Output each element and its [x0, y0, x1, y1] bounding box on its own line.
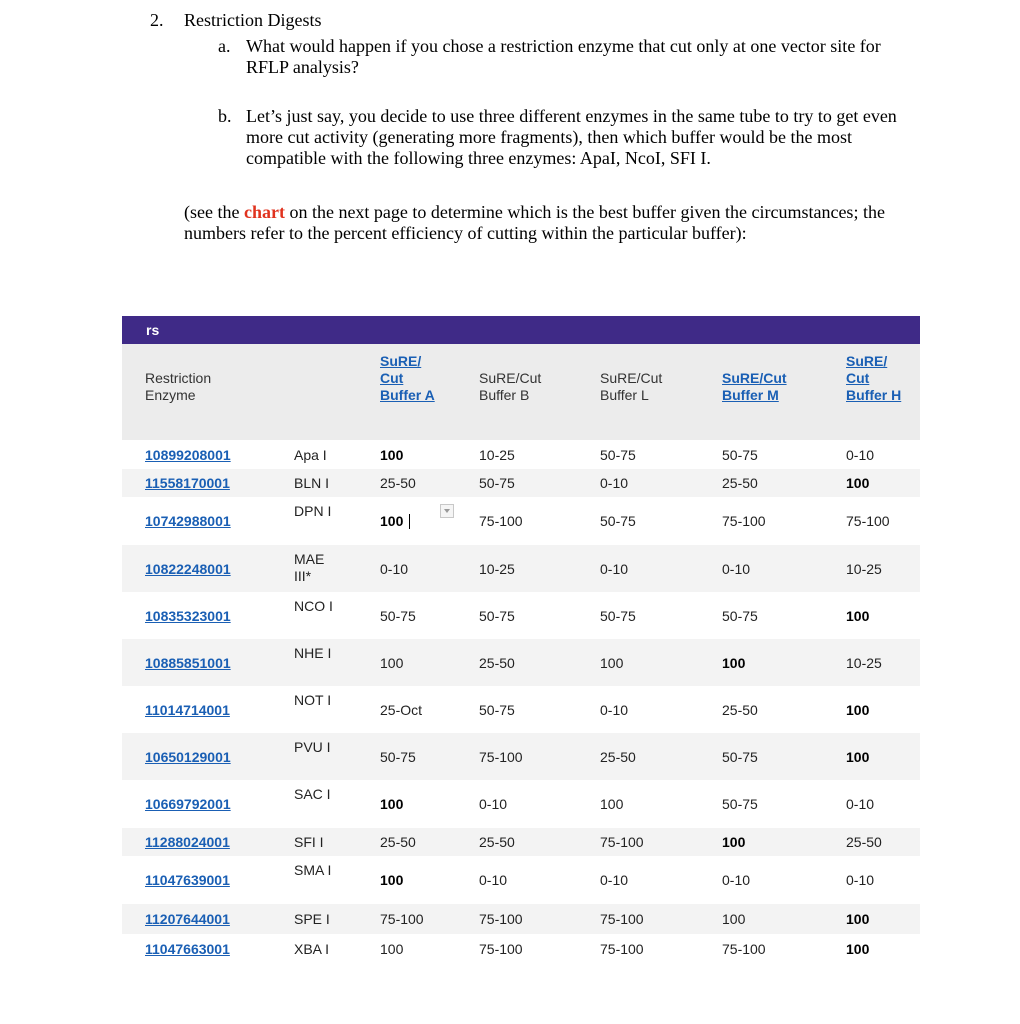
table-row	[122, 934, 920, 964]
note-before: (see the	[184, 202, 244, 222]
part-a-text: What would happen if you chose a restriction enzyme that cut only at one vector site for RFLP analysis?	[246, 36, 881, 77]
question-number: 2.	[150, 10, 164, 30]
buffer-l-value: 50-75	[600, 447, 636, 463]
enzyme-name: MAE III*	[294, 551, 325, 584]
catalog-number-link[interactable]: 10742988001	[145, 513, 231, 529]
enzyme-name: PVU I	[294, 739, 331, 755]
buffer-h-value: 100	[846, 702, 870, 718]
table-row	[122, 440, 920, 470]
buffer-a-value: 100	[380, 872, 404, 888]
note-after: on the next page to determine which is the best buffer given the circumstances; the numbers refer to the percent efficiency of cutting within the particular buffer):	[184, 202, 885, 243]
buffer-b-value: 10-25	[479, 561, 515, 577]
catalog-number-link[interactable]: 11207644001	[145, 911, 230, 927]
buffer-h-value: 0-10	[846, 872, 875, 888]
buffer-m-value: 75-100	[722, 513, 766, 529]
buffer-h-value: 0-10	[846, 796, 875, 812]
buffer-b-value: 0-10	[479, 796, 508, 812]
buffer-m-value: 0-10	[722, 561, 751, 577]
header-buffer-l: SuRE/Cut Buffer L	[600, 370, 663, 403]
buffer-l-value: 100	[600, 655, 624, 671]
enzyme-name: Apa I	[294, 447, 327, 463]
catalog-number-link[interactable]: 10822248001	[145, 561, 231, 577]
buffer-m-value: 100	[722, 834, 746, 850]
buffer-b-value: 75-100	[479, 911, 523, 927]
buffer-b-value: 25-50	[479, 655, 515, 671]
enzyme-name: SFI I	[294, 834, 324, 850]
buffer-l-value: 75-100	[600, 941, 644, 957]
buffer-h-value: 75-100	[846, 513, 890, 529]
question-title: Restriction Digests	[184, 10, 322, 30]
buffer-m-value: 75-100	[722, 941, 766, 957]
buffer-a-value: 100	[380, 447, 404, 463]
table-row	[122, 733, 920, 781]
buffer-m-value: 100	[722, 655, 746, 671]
table-row	[122, 497, 920, 546]
buffer-b-value: 10-25	[479, 447, 515, 463]
buffer-h-value: 0-10	[846, 447, 875, 463]
buffer-h-value: 100	[846, 749, 870, 765]
buffer-b-value: 50-75	[479, 475, 515, 491]
buffer-l-value: 0-10	[600, 475, 629, 491]
enzyme-name: XBA I	[294, 941, 330, 957]
header-buffer-a[interactable]: SuRE/ Cut Buffer A	[380, 353, 435, 403]
buffer-l-value: 50-75	[600, 608, 636, 624]
buffer-a-value: 100	[380, 941, 404, 957]
table-row	[122, 639, 920, 687]
enzyme-name: NOT I	[294, 692, 332, 708]
chevron-down-icon[interactable]	[440, 504, 454, 518]
catalog-number-link[interactable]: 10885851001	[145, 655, 231, 671]
table-row	[122, 828, 920, 857]
buffer-a-value: 75-100	[380, 911, 424, 927]
catalog-number-link[interactable]: 11288024001	[145, 834, 230, 850]
buffer-b-value: 50-75	[479, 608, 515, 624]
buffer-h-value: 100	[846, 911, 870, 927]
enzyme-name: SAC I	[294, 786, 331, 802]
chart-note	[184, 202, 934, 244]
buffer-m-value: 50-75	[722, 749, 758, 765]
buffer-a-value: 25-50	[380, 834, 416, 850]
catalog-number-link[interactable]: 11047663001	[145, 941, 230, 957]
buffer-m-value: 100	[722, 911, 746, 927]
header-restriction-enzyme: Restriction Enzyme	[145, 370, 212, 403]
catalog-number-link[interactable]: 11047639001	[145, 872, 230, 888]
buffer-a-value: 50-75	[380, 608, 416, 624]
buffer-h-value: 10-25	[846, 561, 882, 577]
catalog-number-link[interactable]: 11014714001	[145, 702, 230, 718]
buffer-m-value: 50-75	[722, 447, 758, 463]
buffer-m-value: 50-75	[722, 608, 758, 624]
catalog-number-link[interactable]: 10669792001	[145, 796, 231, 812]
buffer-l-value: 75-100	[600, 834, 644, 850]
table-row	[122, 545, 920, 593]
buffer-l-value: 25-50	[600, 749, 636, 765]
buffer-b-value: 75-100	[479, 513, 523, 529]
buffer-l-value: 50-75	[600, 513, 636, 529]
catalog-number-link[interactable]: 10899208001	[145, 447, 231, 463]
buffer-h-value: 100	[846, 608, 870, 624]
buffer-b-value: 25-50	[479, 834, 515, 850]
enzyme-name: SMA I	[294, 862, 332, 878]
enzyme-name: BLN I	[294, 475, 330, 491]
buffer-m-value: 0-10	[722, 872, 751, 888]
buffer-table	[122, 316, 920, 957]
banner-label: rs	[146, 322, 160, 338]
table-row	[122, 780, 920, 829]
buffer-h-value: 10-25	[846, 655, 882, 671]
catalog-number-link[interactable]: 10835323001	[145, 608, 231, 624]
buffer-a-value: 100	[380, 655, 404, 671]
buffer-h-value: 100	[846, 941, 870, 957]
enzyme-name: NCO I	[294, 598, 333, 614]
buffer-h-value: 100	[846, 475, 870, 491]
part-a-label: a.	[218, 36, 231, 56]
table-row	[122, 469, 920, 498]
buffer-l-value: 100	[600, 796, 624, 812]
table-row	[122, 686, 920, 734]
buffer-b-value: 50-75	[479, 702, 515, 718]
buffer-b-value: 0-10	[479, 872, 508, 888]
buffer-m-value: 50-75	[722, 796, 758, 812]
part-b-label: b.	[218, 106, 232, 126]
buffer-l-value: 0-10	[600, 702, 629, 718]
buffer-a-value: 0-10	[380, 561, 409, 577]
catalog-number-link[interactable]: 11558170001	[145, 475, 230, 491]
enzyme-name: DPN I	[294, 503, 332, 519]
buffer-b-value: 75-100	[479, 749, 523, 765]
table-row	[122, 856, 920, 905]
buffer-a-value[interactable]: 100	[380, 513, 404, 529]
table-banner	[122, 316, 920, 344]
buffer-l-value: 0-10	[600, 872, 629, 888]
buffer-l-value: 0-10	[600, 561, 629, 577]
buffer-b-value: 75-100	[479, 941, 523, 957]
header-buffer-h[interactable]: SuRE/ Cut Buffer H	[846, 353, 902, 403]
chart-word: chart	[243, 202, 285, 222]
text-cursor	[409, 514, 410, 529]
buffer-a-value: 25-Oct	[380, 702, 423, 718]
buffer-a-value: 25-50	[380, 475, 416, 491]
header-buffer-b: SuRE/Cut Buffer B	[479, 370, 542, 403]
buffer-m-value: 25-50	[722, 702, 758, 718]
buffer-m-value: 25-50	[722, 475, 758, 491]
table-header-row	[122, 344, 920, 440]
table-row	[122, 592, 920, 640]
part-b-text: Let’s just say, you decide to use three different enzymes in the same tube to try to get even more cut activity (generating more fragments), then which buffer would be the most compatible with the following three enzymes: ApaI, NcoI, SFI I.	[246, 106, 897, 168]
catalog-number-link[interactable]: 10650129001	[145, 749, 231, 765]
buffer-h-value: 25-50	[846, 834, 882, 850]
buffer-a-value: 100	[380, 796, 404, 812]
header-buffer-m[interactable]: SuRE/Cut Buffer M	[722, 370, 787, 403]
table-row	[122, 904, 920, 935]
enzyme-name: SPE I	[294, 911, 330, 927]
buffer-l-value: 75-100	[600, 911, 644, 927]
buffer-a-value: 50-75	[380, 749, 416, 765]
enzyme-name: NHE I	[294, 645, 332, 661]
